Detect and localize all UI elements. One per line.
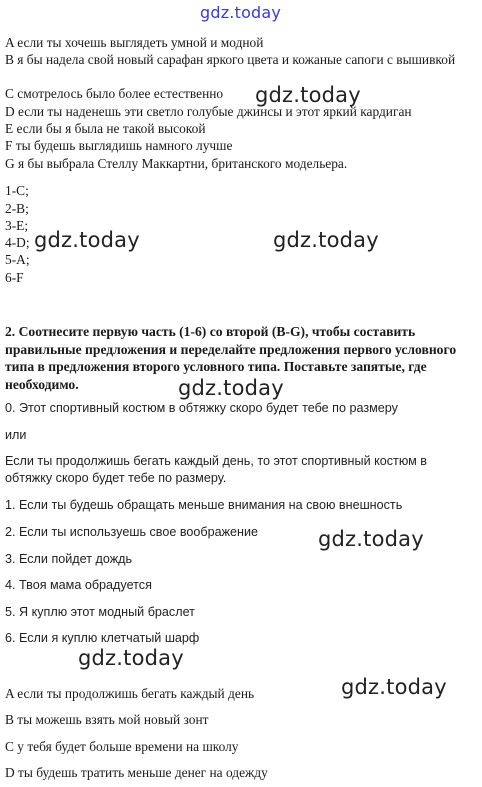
option-b: B я бы надела свой новый сарафан яркого цвета и кожаные сапоги с вышивкой: [5, 52, 456, 67]
task2-item-6: 6. Если я куплю клетчатый шарф: [5, 631, 200, 645]
watermark-top: gdz.today: [200, 3, 282, 22]
option-c: C смотрелось было более естественно: [5, 86, 224, 101]
task2-item-2: 2. Если ты используешь свое воображение: [5, 525, 259, 539]
watermark-task2: gdz.today: [178, 376, 284, 400]
watermark-left: gdz.today: [34, 228, 140, 252]
task2-option-d: D ты будешь тратить меньше денег на одежду: [5, 765, 268, 780]
answer-3: 3-E;: [5, 218, 29, 233]
watermark-bottom-left: gdz.today: [78, 646, 184, 670]
task2-item-4: 4. Твоя мама обрадуется: [5, 578, 152, 592]
task2-item-5: 5. Я куплю этот модный браслет: [5, 605, 195, 619]
task2-option-a: A если ты продолжишь бегать каждый день: [5, 686, 255, 701]
watermark-mid: gdz.today: [255, 83, 361, 107]
option-d: D если ты наденешь эти светло голубые джинсы и этот яркий кардиган: [5, 104, 412, 119]
task2-example: 0. Этот спортивный костюм в обтяжку скоро будет тебе по размеру: [5, 401, 398, 415]
watermark-items: gdz.today: [318, 527, 424, 551]
option-e: E если бы я была не такой высокой: [5, 121, 206, 136]
watermark-bottom-right: gdz.today: [341, 675, 447, 699]
answer-6: 6-F: [5, 270, 24, 285]
watermark-right: gdz.today: [273, 228, 379, 252]
task2-example-alt: Если ты продолжишь бегать каждый день, то этот спортивный костюм в обтяжку скоро будет тебе по размеру.: [5, 454, 427, 485]
answer-4: 4-D;: [5, 235, 30, 250]
option-g: G я бы выбрала Стеллу Маккартни, британского модельера.: [5, 156, 348, 171]
task2-item-3: 3. Если пойдет дождь: [5, 552, 133, 566]
task2-or: или: [5, 428, 27, 442]
option-f: F ты будешь выглядишь намного лучше: [5, 138, 233, 153]
answer-1: 1-C;: [5, 183, 29, 198]
option-a: A если ты хочешь выглядеть умной и модной: [5, 35, 264, 50]
task2-option-c: C у тебя будет больше времени на школу: [5, 739, 239, 754]
task2-heading: 2. Соотнесите первую часть (1-6) со второй (B-G), чтобы составить правильные предложения и переделайте предложения первого условного типа в предложения второго условного типа. Поставьте запятые, где необходимо.: [5, 324, 457, 392]
task2-item-1: 1. Если ты будешь обращать меньше внимания на свою внешность: [5, 498, 403, 512]
task2-option-b: B ты можешь взять мой новый зонт: [5, 712, 209, 727]
answer-2: 2-B;: [5, 201, 29, 216]
answer-5: 5-A;: [5, 252, 30, 267]
